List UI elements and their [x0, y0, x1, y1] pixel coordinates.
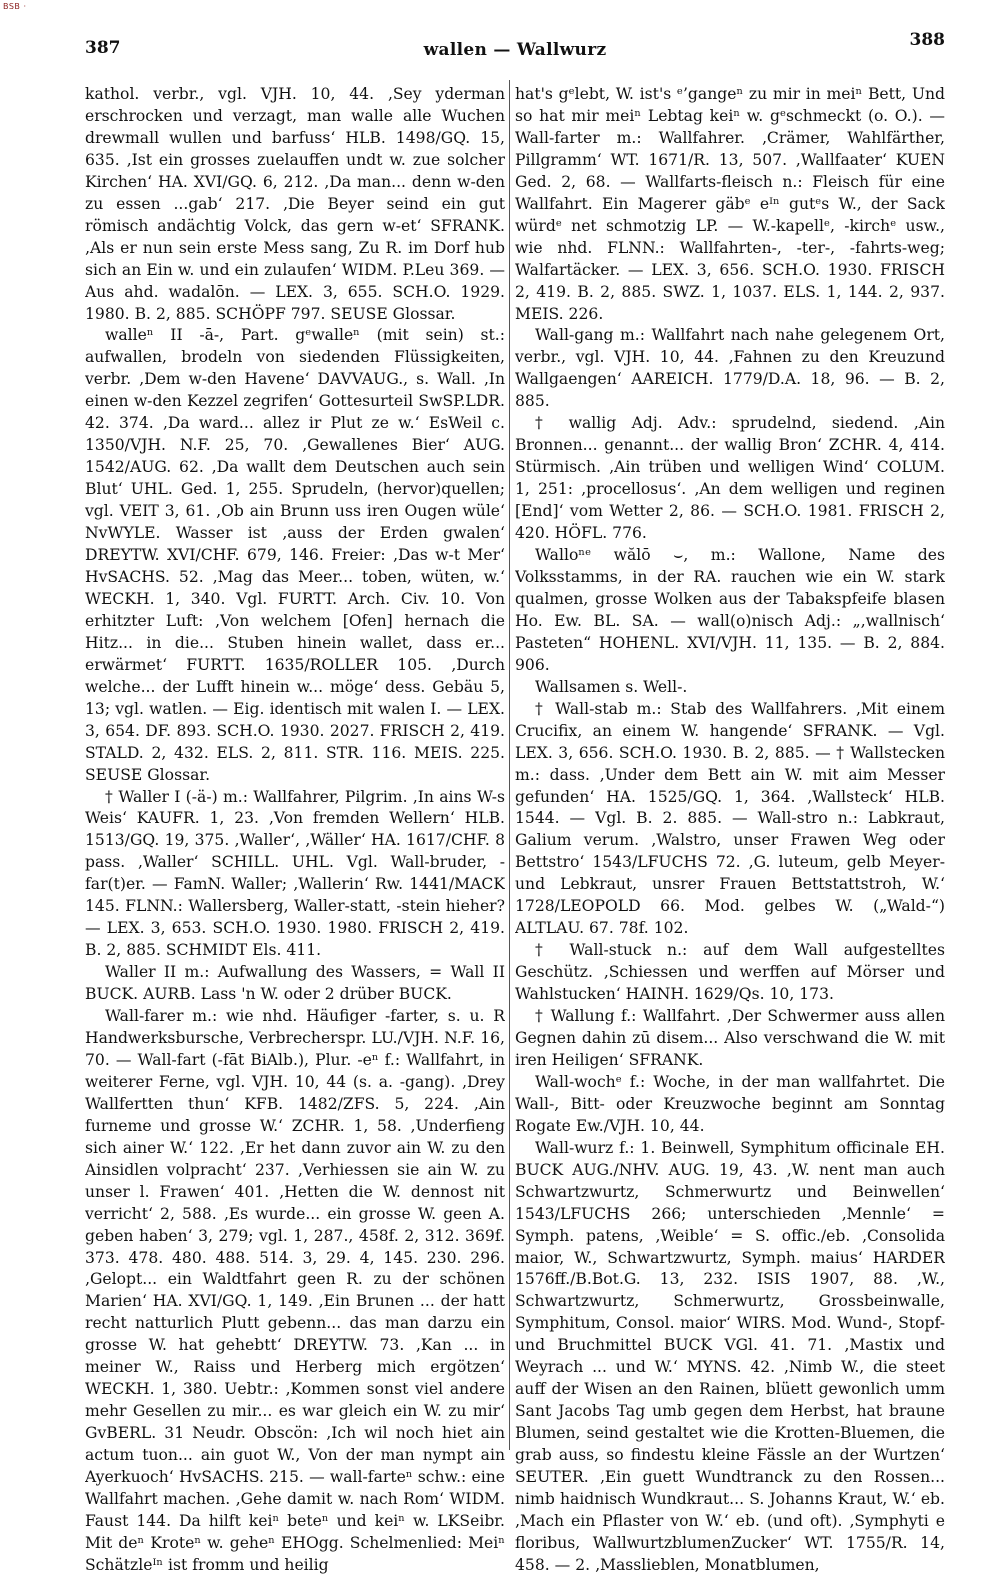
- entry-continuation: kathol. verbr., vgl. VJH. 10, 44. ‚Sey yderman erschrocken und verzagt, man walle alle Wuchen drewmall wullen und barfuss‘ HLB. 1498/GQ. 15, 635. ‚Ist ein grosses zuelauffen undt w. zue solcher Kirchen‘ HA. XVI/GQ. 6, 212. ‚Da man... denn w-den zu essen ...gab‘ 217. ‚Die Beyer seind ein gut römisch andächtig Volck, das gern w-et‘ SFRANK. ‚Als er nun sein erste Mess sang, Zu R. im Dorf hub sich an Ein w. und ein zulaufen‘ WIDM. P.Leu 369. — Aus ahd. wadalōn. — LEX. 3, 655. SCH.O. 1929. 1980. B. 2, 885. SCHÖPF 797. SEUSE Glossar.: [85, 85, 505, 323]
- entry-wall-gang: Wall-gang m.: Wallfahrt nach nahe gelegenem Ort, verbr., vgl. VJH. 10, 44. ‚Fahnen zu den Kreuzund Wallgaengen‘ AAREICH. 1779/D.A. 18, 96. — B. 2, 885.: [515, 326, 945, 411]
- library-stamp: BSB ·: [3, 2, 27, 11]
- entry-waller-i: † Waller I (-ä-) m.: Wallfahrer, Pilgrim. ‚In ains W-s Weis‘ KAUFR. 1, 23. ‚Von fremden Wellern‘ HLB. 1513/GQ. 19, 375. ‚Waller‘, ‚Wäller‘ HA. 1617/CHF. 8 pass. ‚Waller‘ SCHILL. UHL. Vgl. Wall-bruder, -far(t)er. — FamN. Waller; ‚Wallerin‘ Rw. 1441/MACK 145. FLNN.: Wallersberg, Waller-statt, -stein hieher? — LEX. 3, 653. SCH.O. 1930. 1980. FRISCH 2, 419. B. 2, 885. SCHMIDT Els. 411.: [85, 787, 505, 960]
- entry-waller-ii: Waller II m.: Aufwallung des Wassers, = Wall II BUCK. AURB. Lass 'n W. oder 2 drüber BUCK.: [85, 963, 505, 1004]
- entry-wallsamen: Wallsamen s. Well-.: [535, 677, 688, 696]
- entry-wall-farer: Wall-farer m.: wie nhd. Häufiger -farter, s. u. R Handwerksbursche, Verbrecherspr. LU./VJH. N.F. 16, 70. — Wall-fart (-fāt BiAlb.), Plur. -eⁿ f.: Wallfahrt, in weiterer Ferne, vgl. VJH. 10, 44 (s. a. -gang). ‚Drey Wallfertten thun‘ KFB. 1482/ZFS. 5, 224. ‚Ain furneme und grosse W.‘ ZCHR. 1, 58. ‚Underfieng sich ainer W.‘ 122. ‚Er het dann zuvor ain W. zu den Ainsidlen volpracht‘ 237. ‚Verhiessen sie ain W. zu unser l. Frawen‘ 401. ‚Hetten die W. dennost nit verricht‘ 2, 588. ‚Es wurde... ein grosse W. geen A. geben haben‘ 3, 279; vgl. 1, 287., 458f. 2, 312. 369f. 373. 478. 480. 488. 514. 3, 29. 4, 145. 230. 296. ‚Gelopt... ein Waldtfahrt geen R. zu der schönen Marien‘ HA. XVI/GQ. 1, 149. ‚Ein Brunen ... der hatt recht natturlich Plutt gebenn... das man darzu ein grosse W. hat gehebtt‘ DREYTW. 73. ‚Kan ... in meiner W., Raiss und Herberg mich ergötzen‘ WECKH. 1, 380. Uebtr.: ‚Kommen sonst viel andere mehr Gesellen zu mir... es war gleich ein W. zu mir‘ GvBERL. 31 Neudr. Obscön: ‚Ich wil noch hiet ain actum tuon... ain guot W., Von der man nympt ain Ayerkuoch‘ HvSACHS. 215. — wall-farteⁿ schw.: eine Wallfahrt machen. ‚Gehe damit w. nach Rom‘ WIDM. Faust 144. Da hilft keiⁿ beteⁿ und keiⁿ w. LKSeibr. Mit deⁿ Kroteⁿ w. geheⁿ EHOgg. Schelmenlied: Meiⁿ Schätzleᴵⁿ ist fromm und heilig: [85, 1007, 505, 1574]
- column-divider: [509, 80, 510, 1450]
- entry-wallen-ii: walleⁿ II -ā-, Part. gᵉwalleⁿ (mit sein) st.: aufwallen, brodeln von siedenden Flüssigkeiten, verbr. ‚Dem w-den Havene‘ DAVVAUG., s. Wall. ‚In einen w-den Kezzel zegrifen‘ Gottesurteil SwSP.LDR. 42. 374. ‚Da ward... allez ir Plut ze w.‘ EsWeil c. 1350/VJH. N.F. 25, 70. ‚Gewallenes Bier‘ AUG. 1542/AUG. 62. ‚Da wallt dem Deutschen auch sein Blut‘ UHL. Ged. 1, 255. Sprudeln, (hervor)quellen; vgl. VEIT 3, 61. ‚Ob ain Brunn uss iren Ougen wüle‘ NvWYLE. Wasser ist ‚auss der Erden gwalen‘ DREYTW. XVI/CHF. 679, 146. Freier: ‚Das w-t Mer‘ HvSACHS. 52. ‚Mag das Meer... toben, wüten, w.‘ WECKH. 1, 340. Vgl. FURTT. Arch. Civ. 10. Von erhitzter Luft: ‚Von welchem [Ofen] hernach die Hitz... in die... Stuben hinein wallet, dass er... erwärmet‘ FURTT. 1635/ROLLER 105. ‚Durch welche... der Lufft hinein w... möge‘ dess. Gebäu 5, 13; vgl. watlen. — Eig. identisch mit walen I. — LEX. 3, 654. DF. 893. SCH.O. 1930. 2027. FRISCH 2, 419. STALD. 2, 432. ELS. 2, 811. STR. 116. MEIS. 225. SEUSE Glossar.: [85, 326, 505, 784]
- running-title: wallen — Wallwurz: [423, 40, 607, 60]
- entry-wall-stab: † Wall-stab m.: Stab des Wallfahrers. ‚Mit einem Crucifix, an einem W. hangende‘ SFRANK. — Vgl. LEX. 3, 656. SCH.O. 1930. B. 2, 885. — † Wallstecken m.: dass. ‚Under dem Bett ain W. mit aim Messer gefunden‘ HA. 1525/GQ. 1, 364. ‚Wallsteck‘ HLB. 1544. — Vgl. B. 2. 885. — Wall-stro n.: Labkraut, Galium verum. ‚Walstro, unser Frawen Weg oder Bettstro‘ 1543/LFUCHS 72. ‚G. luteum, gelb Meyer- und Lebkraut, unsrer Frauen Bettstattstroh, W.‘ 1728/LEOPOLD 66. Mod. gelbes W. („Wald-“) ALTLAU. 67. 78f. 102.: [515, 699, 945, 938]
- right-page-number: 388: [909, 30, 945, 50]
- entry-wall-farter: hat's gᵉlebt, W. ist's ᵉ’gangeⁿ zu mir in meiⁿ Bett, Und so hat mir meiⁿ Lebtag keiⁿ w. gᵉschmeckt (o. O.). — Wall-farter m.: Wallfahrer. ‚Crämer, Wahlfärther, Pillgramm‘ WT. 1671/R. 13, 507. ‚Wallfaater‘ KUEN Ged. 2, 68. — Wallfarts-fleisch n.: Fleisch für eine Wallfahrt. Ein Magerer gäbᵉ eᴵⁿ gutᵉs W., der Sack würdᵉ net schmotzig LP. — W.-kapellᵉ, -kirchᵉ usw., wie nhd. FLNN.: Wallfahrten-, -ter-, -fahrts-weg; Walfartäcker. — LEX. 3, 656. SCH.O. 1930. FRISCH 2, 419. B. 2, 885. SWZ. 1, 1037. ELS. 1, 144. 2, 937. MEIS. 226.: [515, 85, 945, 323]
- left-page-number: 387: [85, 38, 121, 58]
- page-header: [85, 30, 945, 60]
- entry-wallone: Walloⁿᵉ wălō ⌣, m.: Wallone, Name des Volksstamms, in der RA. rauchen wie ein W. stark qualmen, grosse Wolken aus der Tabakspfeife blasen Ho. Ew. BL. SA. — wall(o)nisch Adj.: „‚wallnisch‘ Pasteten“ HOHENL. XVI/VJH. 11, 135. — B. 2, 884. 906.: [515, 546, 945, 674]
- left-column: [85, 84, 505, 1577]
- entry-wall-wurz: Wall-wurz f.: 1. Beinwell, Symphitum officinale EH. BUCK AUG./NHV. AUG. 19, 43. ‚W. nent man auch Schwartzwurtz, Schmerwurtz und Beinwellen‘ 1543/LFUCHS 266; unterschieden ‚Mennle‘ = Symph. patens, ‚Weible‘ = S. offic./eb. ‚Consolida maior, W., Schwartzwurtz, Symph. maius‘ HARDER 1576ff./B.Bot.G. 13, 232. ISIS 1907, 88. ‚W., Schwartzwurtz, Schmerwurtz, Grossbeinwalle, Symphitum, Consol. maior‘ WIRS. Mod. Wund-, Stopf- und Bruchmittel BUCK VGl. 41. 71. ‚Mastix und Weyrach ... und W.‘ MYNS. 42. ‚Nimb W., die steet auff der Wisen an den Rainen, blüett gewonlich umm Sant Jacobs Tag umb gegen dem Herbst, hat braune Blumen, seind gestaltet wie die Krotten-Bluemen, die grab auss, so findestu kleine Fässle an der Wurtzen‘ SEUTER. ‚Ein guett Wundtranck zu den Rossen... nimb haidnisch Wundkraut... S. Johanns Kraut, W.‘ eb. ‚Mach ein Pflaster von W.‘ eb. (und oft). ‚Symphyti e floribus, WallwurtzblumenZucker‘ WT. 1755/R. 14, 458. — 2. ‚Masslieblen, Monatblumen,: [515, 1138, 945, 1574]
- entry-wall-stuck: † Wall-stuck n.: auf dem Wall aufgestelltes Geschütz. ‚Schiessen und werffen auf Mörser und Wahlstucken‘ HAINH. 1629/Qs. 10, 173.: [515, 941, 945, 1004]
- entry-wallung: † Wallung f.: Wallfahrt. ‚Der Schwermer auss allen Gegnen dahin zū disem... Also verschwand die W. mit iren Heiligen‘ SFRANK.: [515, 1007, 945, 1069]
- entry-wallig: † wallig Adj. Adv.: sprudelnd, siedend. ‚Ain Bronnen... genannt... der wallig Bron‘ ZCHR. 4, 414. Stürmisch. ‚Ain trüben und welligen Wind‘ COLUM. 1, 251: ‚procellosus‘. ‚An dem welligen und reginen [End]‘ vom Wetter 2, 86. — SCH.O. 1981. FRISCH 2, 420. HÖFL. 776.: [515, 414, 945, 543]
- entry-wall-woche: Wall-wochᵉ f.: Woche, in der man wallfahrtet. Die Wall-, Bitt- oder Kreuzwoche beginnt am Sonntag Rogate Ew./VJH. 10, 44.: [515, 1072, 945, 1135]
- right-column: [515, 84, 945, 1577]
